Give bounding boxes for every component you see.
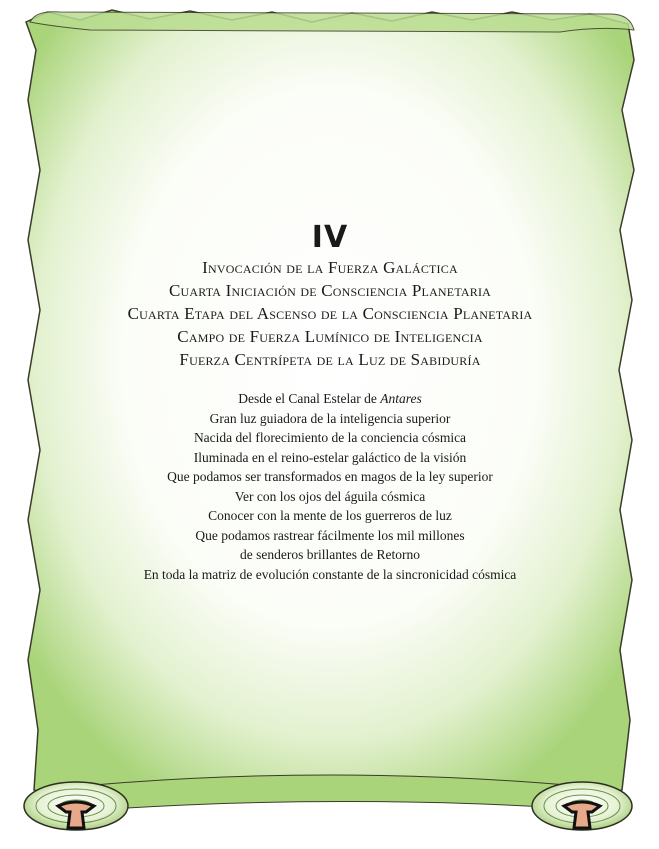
verse-line: Iluminada en el reino-estelar galáctico de la visión: [193, 449, 467, 465]
heading-line: Fuerza Centrípeta de la Luz de Sabiduría: [179, 350, 481, 369]
star-name: Antares: [380, 391, 422, 406]
verse-line: En toda la matriz de evolución constante de la sincronicidad cósmica: [143, 566, 517, 582]
heading-line: Cuarta Iniciación de Consciencia Planetaria: [168, 281, 492, 300]
heading-block: [60, 256, 600, 371]
verse-line: [60, 389, 600, 409]
verse-line: Ver con los ojos del águila cósmica: [234, 488, 426, 504]
top-curl: [30, 12, 634, 32]
verse-line: Conocer con la mente de los guerreros de luz: [208, 508, 452, 523]
heading-line: Cuarta Etapa del Ascenso de la Consciencia Planetaria: [127, 304, 533, 323]
verse-line: Que podamos ser transformados en magos de la ley superior: [167, 469, 493, 484]
verse-prefix: Desde el Canal Estelar de: [238, 391, 381, 406]
verse-line: Nacida del florecimiento de la conciencia cósmica: [193, 430, 467, 445]
verse-line: Gran luz guiadora de la inteligencia superior: [209, 410, 451, 426]
verse-block: [60, 389, 600, 584]
invocation-text: [60, 222, 600, 584]
verse-line: de senderos brillantes de Retorno: [240, 547, 420, 562]
heading-line: Campo de Fuerza Lumínico de Inteligencia: [177, 327, 483, 346]
heading-line: Invocación de la Fuerza Galáctica: [202, 258, 458, 277]
chapter-numeral: IV: [311, 220, 349, 255]
verse-line: Que podamos rastrear fácilmente los mil millones: [195, 527, 465, 543]
